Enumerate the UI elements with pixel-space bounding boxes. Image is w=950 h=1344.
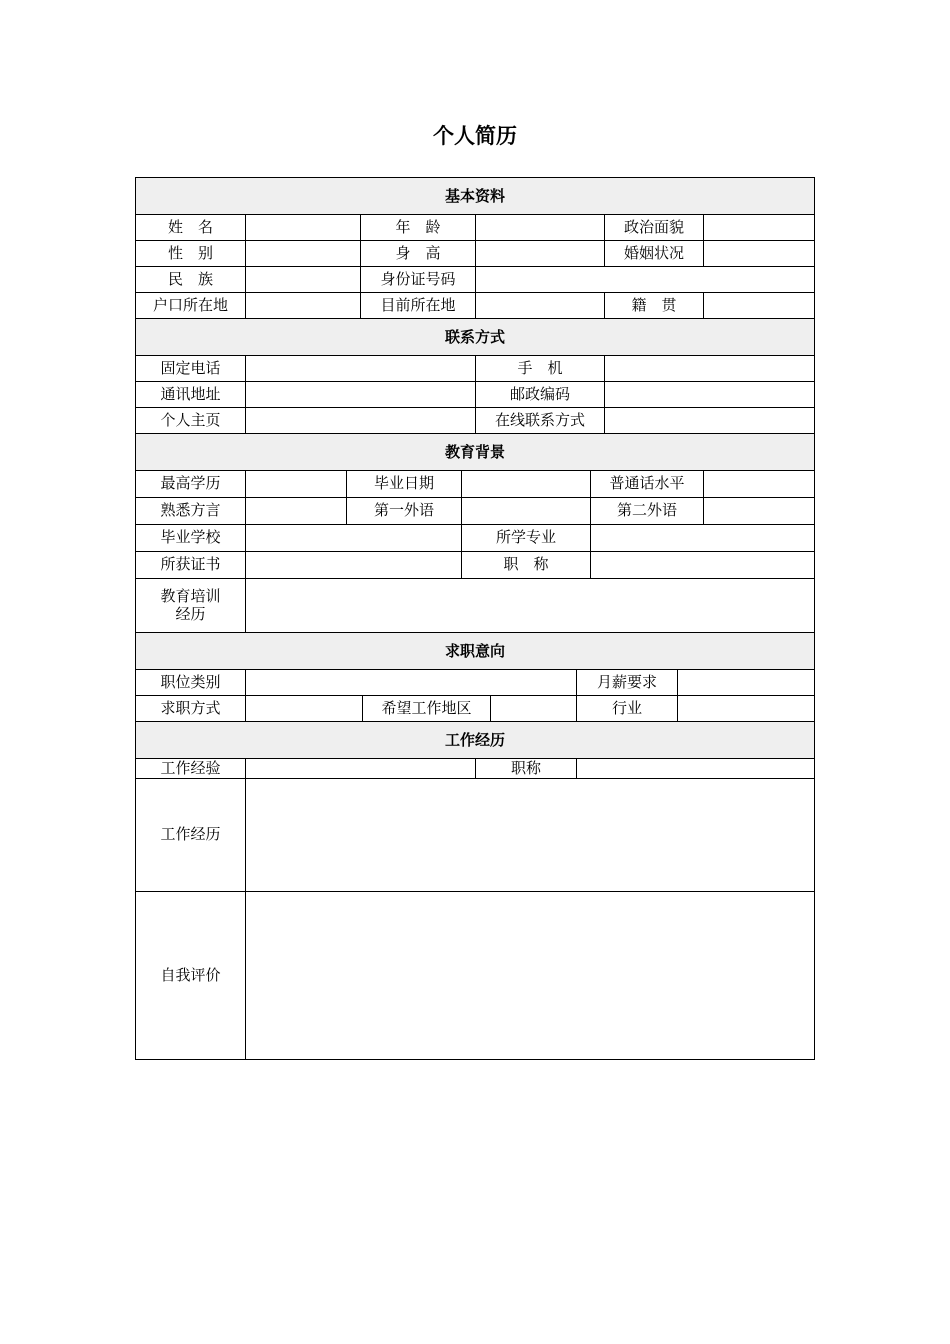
basic-row-2 bbox=[136, 240, 814, 266]
work-history-field[interactable] bbox=[245, 779, 814, 891]
id-number-label: 身份证号码 bbox=[360, 267, 475, 292]
current-location-field[interactable] bbox=[475, 293, 604, 318]
professional-title-label: 职 称 bbox=[461, 552, 590, 578]
major-label: 所学专业 bbox=[461, 525, 590, 551]
degree-field[interactable] bbox=[245, 471, 346, 497]
homepage-field[interactable] bbox=[245, 408, 475, 433]
second-language-label: 第二外语 bbox=[590, 498, 703, 524]
contact-row-3 bbox=[136, 407, 814, 433]
address-label: 通讯地址 bbox=[160, 384, 221, 403]
postcode-field[interactable] bbox=[604, 382, 814, 407]
political-label: 政治面貌 bbox=[604, 215, 703, 240]
work-row-2 bbox=[136, 778, 814, 891]
marital-label: 婚姻状况 bbox=[604, 241, 703, 266]
professional-title-field[interactable] bbox=[590, 552, 814, 578]
gender-label: 性 别 bbox=[167, 243, 213, 262]
education-row-5 bbox=[136, 578, 814, 632]
contact-row-1 bbox=[136, 355, 814, 381]
section-header-job-intent: 求职意向 bbox=[136, 632, 814, 669]
training-label bbox=[136, 579, 245, 632]
id-number-field[interactable] bbox=[475, 267, 814, 292]
education-row-1 bbox=[136, 470, 814, 497]
age-label: 年 龄 bbox=[360, 215, 475, 240]
landline-field[interactable] bbox=[245, 356, 475, 381]
experience-field[interactable] bbox=[245, 759, 475, 778]
certificates-label: 所获证书 bbox=[160, 555, 221, 574]
first-language-label: 第一外语 bbox=[346, 498, 461, 524]
school-field[interactable] bbox=[245, 525, 461, 551]
current-location-label: 目前所在地 bbox=[360, 293, 475, 318]
salary-label: 月薪要求 bbox=[576, 670, 677, 695]
height-field[interactable] bbox=[475, 241, 604, 266]
self-evaluation-field[interactable] bbox=[245, 892, 814, 1059]
dialect-field[interactable] bbox=[245, 498, 346, 524]
postcode-label: 邮政编码 bbox=[475, 382, 604, 407]
marital-field[interactable] bbox=[703, 241, 814, 266]
dialect-label: 熟悉方言 bbox=[160, 501, 221, 520]
political-field[interactable] bbox=[703, 215, 814, 240]
education-row-3 bbox=[136, 524, 814, 551]
first-language-field[interactable] bbox=[461, 498, 590, 524]
training-field[interactable] bbox=[245, 579, 814, 632]
degree-label: 最高学历 bbox=[160, 474, 221, 493]
mobile-label: 手 机 bbox=[475, 356, 604, 381]
job-mode-field[interactable] bbox=[245, 696, 362, 721]
education-row-2 bbox=[136, 497, 814, 524]
intent-row-2 bbox=[136, 695, 814, 721]
landline-label: 固定电话 bbox=[160, 358, 221, 377]
preferred-location-label: 希望工作地区 bbox=[362, 696, 490, 721]
basic-row-1 bbox=[136, 214, 814, 240]
hukou-label: 户口所在地 bbox=[152, 295, 228, 314]
job-mode-label: 求职方式 bbox=[160, 698, 221, 717]
position-type-field[interactable] bbox=[245, 670, 576, 695]
section-header-education: 教育背景 bbox=[136, 433, 814, 470]
mandarin-level-label: 普通话水平 bbox=[590, 471, 703, 497]
native-place-label: 籍 贯 bbox=[604, 293, 703, 318]
training-label-line-2: 经历 bbox=[175, 604, 206, 623]
online-contact-label: 在线联系方式 bbox=[475, 408, 604, 433]
basic-row-4 bbox=[136, 292, 814, 318]
section-header-contact: 联系方式 bbox=[136, 318, 814, 355]
industry-label: 行业 bbox=[576, 696, 677, 721]
experience-label: 工作经验 bbox=[160, 758, 221, 777]
basic-row-3 bbox=[136, 266, 814, 292]
second-language-field[interactable] bbox=[703, 498, 814, 524]
gender-field[interactable] bbox=[245, 241, 360, 266]
education-row-4 bbox=[136, 551, 814, 578]
ethnicity-label: 民 族 bbox=[167, 269, 213, 288]
page-title: 个人简历 bbox=[433, 124, 517, 148]
native-place-field[interactable] bbox=[703, 293, 814, 318]
online-contact-field[interactable] bbox=[604, 408, 814, 433]
hukou-field[interactable] bbox=[245, 293, 360, 318]
section-header-basic: 基本资料 bbox=[136, 178, 814, 214]
height-label: 身 高 bbox=[360, 241, 475, 266]
resume-form bbox=[135, 177, 815, 1060]
address-field[interactable] bbox=[245, 382, 475, 407]
self-evaluation-label: 自我评价 bbox=[160, 965, 221, 984]
contact-row-2 bbox=[136, 381, 814, 407]
ethnicity-field[interactable] bbox=[245, 267, 360, 292]
work-row-3 bbox=[136, 891, 814, 1059]
section-header-work: 工作经历 bbox=[136, 721, 814, 758]
job-title-label: 职称 bbox=[475, 759, 576, 778]
preferred-location-field[interactable] bbox=[490, 696, 576, 721]
homepage-label: 个人主页 bbox=[160, 410, 221, 429]
school-label: 毕业学校 bbox=[160, 528, 221, 547]
certificates-field[interactable] bbox=[245, 552, 461, 578]
industry-field[interactable] bbox=[677, 696, 814, 721]
intent-row-1 bbox=[136, 669, 814, 695]
work-history-label: 工作经历 bbox=[160, 825, 221, 844]
mobile-field[interactable] bbox=[604, 356, 814, 381]
name-label: 姓 名 bbox=[167, 217, 213, 236]
training-label-line-1: 教育培训 bbox=[160, 587, 221, 606]
graduation-date-label: 毕业日期 bbox=[346, 471, 461, 497]
mandarin-level-field[interactable] bbox=[703, 471, 814, 497]
salary-field[interactable] bbox=[677, 670, 814, 695]
graduation-date-field[interactable] bbox=[461, 471, 590, 497]
position-type-label: 职位类别 bbox=[160, 672, 221, 691]
major-field[interactable] bbox=[590, 525, 814, 551]
work-row-1 bbox=[136, 758, 814, 778]
name-field[interactable] bbox=[245, 215, 360, 240]
age-field[interactable] bbox=[475, 215, 604, 240]
job-title-field[interactable] bbox=[576, 759, 814, 778]
